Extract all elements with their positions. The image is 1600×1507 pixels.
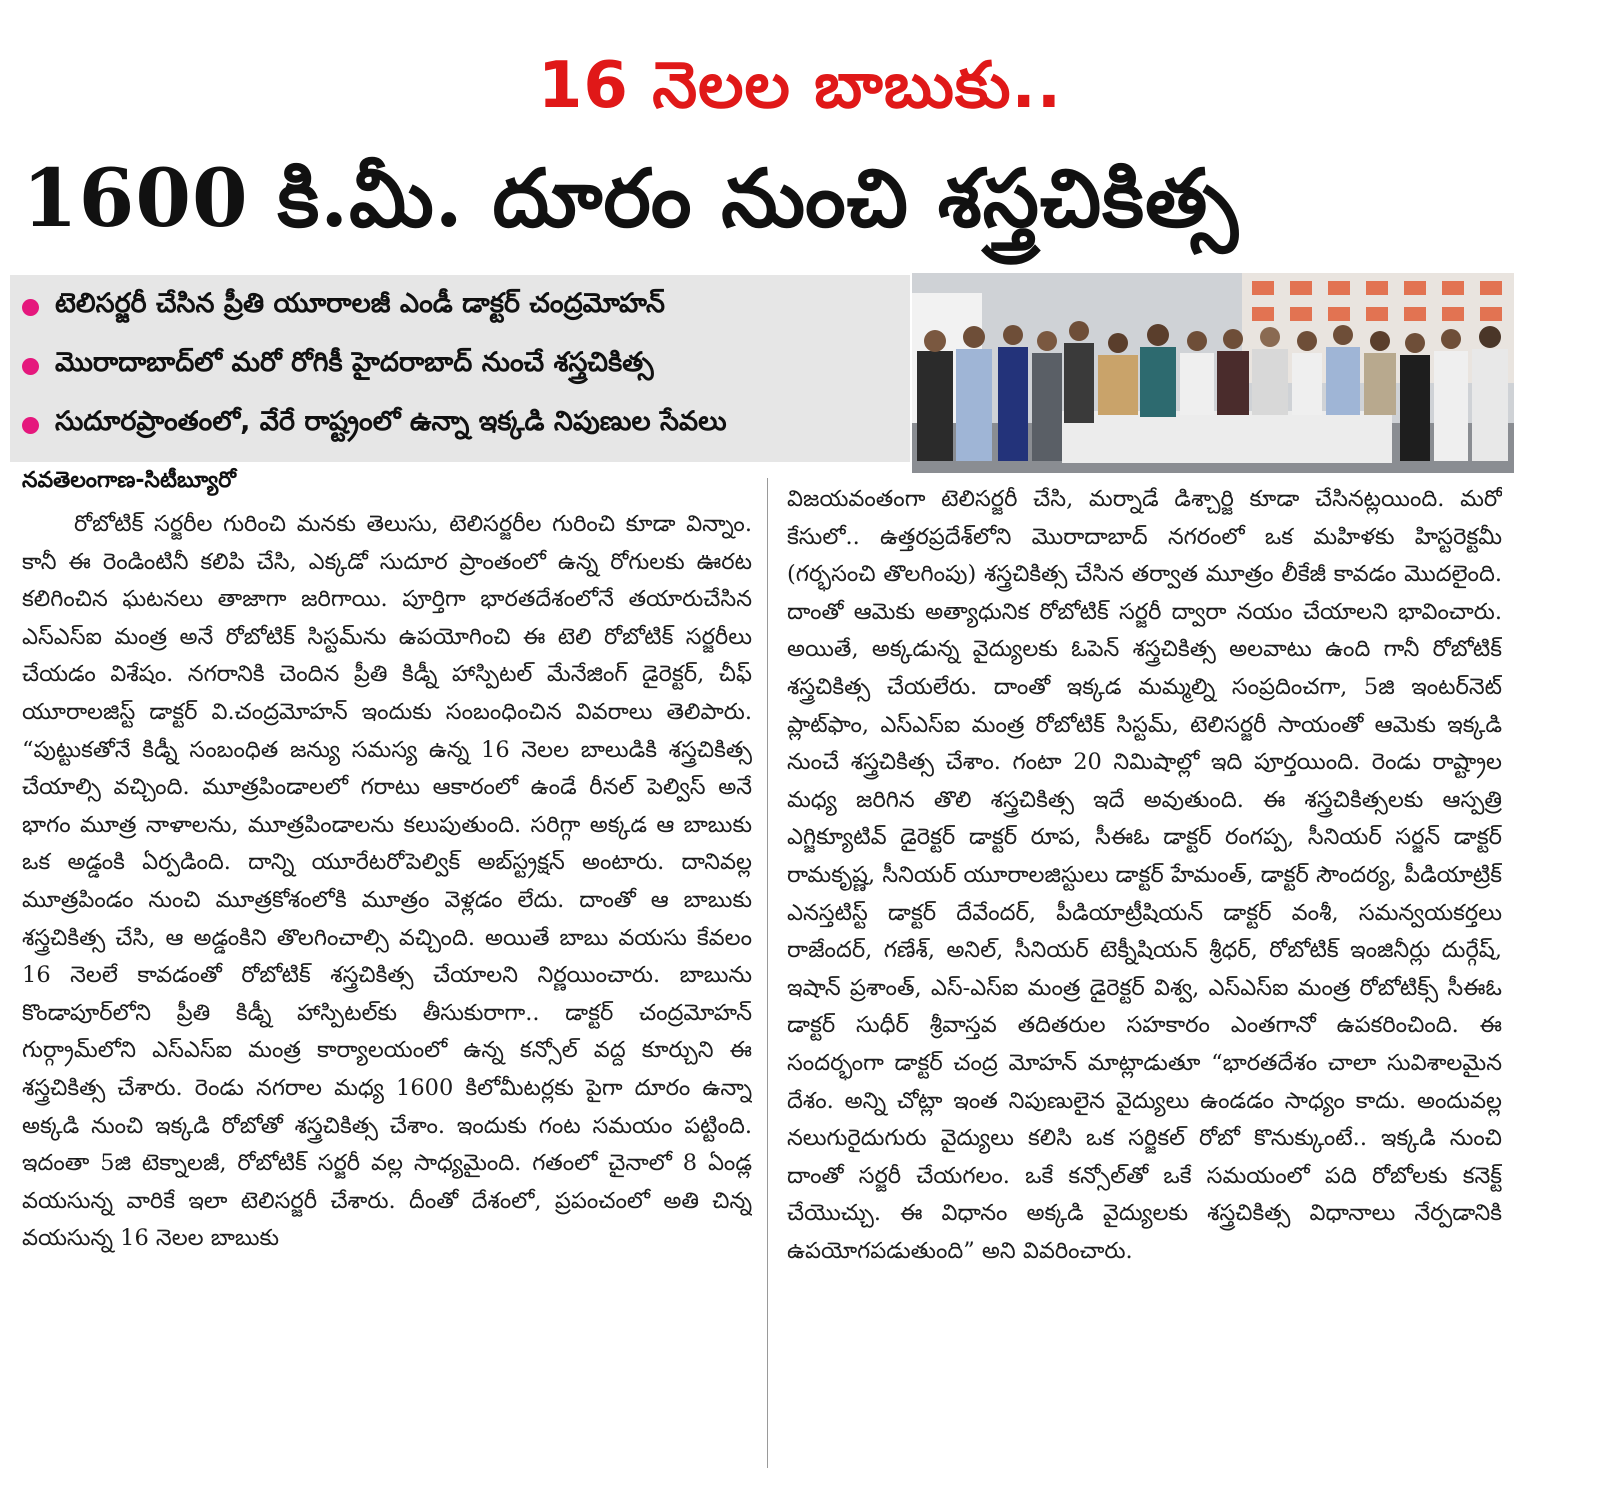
column-divider [767,478,768,1468]
highlight-text: మొరాదాబాద్‌లో మరో రోగికీ హైదరాబాద్ నుంచే శస్త్రచికిత్స [55,347,654,378]
news-photo [912,273,1514,473]
highlight-text: టెలిసర్జరీ చేసిన ప్రీతి యూరాలజీ ఎండీ డాక్టర్ చంద్రమోహన్ [55,288,665,319]
bullet-icon [22,358,39,375]
article-column-2: విజయవంతంగా టెలిసర్జరీ చేసి, మర్నాడే డిశ్చార్జి కూడా చేసినట్లయింది. మరో కేసులో.. ఉత్తరప్రదేశ్‌లోని మొరాదాబాద్ నగరంలో ఒక మహిళకు హిస్టరెక్టమీ (గర్భసంచి తొలగింపు) శస్త్రచికిత్స చేసిన తర్వాత మూత్రం లీకేజీ కావడం మొదలైంది. దాంతో ఆమెకు అత్యాధునిక రోబోటిక్ సర్జరీ ద్వారా నయం చేయాలని భావించారు. అయితే, అక్కడున్న వైద్యులకు ఓపెన్ శస్త్రచికిత్స అలవాటు ఉంది గానీ రోబోటిక్ శస్త్రచికిత్స చేయలేరు. దాంతో ఇక్కడ మమ్మల్ని సంప్రదించగా, 5జి ఇంటర్‌నెట్ ప్లాట్‌ఫాం, ఎస్ఎస్ఐ మంత్ర రోబోటిక్ సిస్టమ్, టెలిసర్జరీ సాయంతో ఆమెకు ఇక్కడి నుంచే శస్త్రచికిత్స చేశాం. గంటా 20 నిమిషాల్లో ఇది పూర్తయింది. రెండు రాష్ట్రాల మధ్య జరిగిన తొలి శస్త్రచికిత్స ఇదే అవుతుంది. ఈ శస్త్రచికిత్సలకు ఆస్పత్రి ఎగ్జిక్యూటివ్ డైరెక్టర్ డాక్టర్ రూప, సీఈఓ డాక్టర్ రంగప్ప, సీనియర్ సర్జన్ డాక్టర్ రామకృష్ణ, సీనియర్ యూరాలజిస్టులు డాక్టర్ హేమంత్, డాక్టర్ సౌందర్య, పీడియాట్రిక్ ఎనస్తటిస్ట్ డాక్టర్ దేవేందర్, పీడియాట్రీషియన్ డాక్టర్ వంశీ, సమన్వయకర్తలు రాజేందర్, గణేశ్, అనిల్, సీనియర్ టెక్నీషియన్ శ్రీధర్, రోబోటిక్ ఇంజినీర్లు దుర్గేష్, ఇషాన్ ప్రశాంత్, ఎస్-ఎస్ఐ మంత్ర డైరెక్టర్ విశ్వ, ఎస్ఎస్ఐ మంత్ర రోబోటిక్స్ సీఈఓ డాక్టర్ సుధీర్ శ్రీవాస్తవ తదితరుల సహకారం ఎంతగానో ఉపకరించింది. ఈ సందర్భంగా డాక్టర్ చంద్ర మోహన్ మాట్లాడుతూ “భారతదేశం చాలా సువిశాలమైన దేశం. అన్ని చోట్లా ఇంత నిపుణులైన వైద్యులు ఉండడం సాధ్యం కాదు. అందువల్ల నలుగురైదుగురు వైద్యులు కలిసి ఒక సర్జికల్ రోబో కొనుక్కుంటే.. ఇక్కడి నుంచి దాంతో సర్జరీ చేయగలం. ఒకే కన్సోల్‌తో ఒకే సమయంలో పది రోబోలకు కనెక్ట్ చేయొచ్చు. ఈ విధానం అక్కడి వైద్యులకు శస్త్రచికిత్స విధానాలు నేర్పడానికి ఉపయోగపడుతుంది” అని వివరించారు. [787,486,1502,1264]
group-photo-illustration [912,273,1514,473]
byline: నవతెలంగాణ-సిటీబ్యూరో [22,468,236,493]
main-headline: 1600 కి.మీ. దూరం నుంచి శస్త్రచికిత్స [22,151,1240,245]
highlights-box [10,275,910,462]
highlight-item [22,279,665,335]
highlight-item [22,338,654,394]
kicker-headline: 16 నెలల బాబుకు.. [537,49,1063,123]
bullet-icon [22,417,39,434]
highlight-text: సుదూరప్రాంతంలో, వేరే రాష్ట్రంలో ఉన్నా ఇక్కడి నిపుణుల సేవలు [55,406,727,437]
bullet-icon [22,299,39,316]
article-column-1: రోబోటిక్ సర్జరీల గురించి మనకు తెలుసు, టెలిసర్జరీల గురించి కూడా విన్నాం. కానీ ఈ రెండింటినీ కలిపి చేసి, ఎక్కడో సుదూర ప్రాంతంలో ఉన్న రోగులకు ఊరట కలిగించిన ఘటనలు తాజాగా జరిగాయి. పూర్తిగా భారతదేశంలోనే తయారుచేసిన ఎస్ఎస్ఐ మంత్ర అనే రోబోటిక్ సిస్టమ్‌ను ఉపయోగించి ఈ టెలి రోబోటిక్ సర్జరీలు చేయడం విశేషం. నగరానికి చెందిన ప్రీతి కిడ్నీ హాస్పిటల్ మేనేజింగ్ డైరెక్టర్, చీఫ్ యూరాలజిస్ట్ డాక్టర్ వి.చంద్రమోహన్ ఇందుకు సంబంధించిన వివరాలు తెలిపారు. “పుట్టుకతోనే కిడ్నీ సంబంధిత జన్యు సమస్య ఉన్న 16 నెలల బాలుడికి శస్త్రచికిత్స చేయాల్సి వచ్చింది. మూత్రపిండాలలో గరాటు ఆకారంలో ఉండే రీనల్ పెల్విస్ అనే భాగం మూత్ర నాళాలను, మూత్రపిండాలను కలుపుతుంది. సరిగ్గా అక్కడ ఆ బాబుకు ఒక అడ్డంకి ఏర్పడింది. దాన్ని యూరేటరోపెల్విక్ అబ్‌స్ట్రక్షన్ అంటారు. దానివల్ల మూత్రపిండం నుంచి మూత్రకోశంలోకి మూత్రం వెళ్లడం లేదు. దాంతో ఆ బాబుకు శస్త్రచికిత్స చేసి, ఆ అడ్డంకిని తొలగించాల్సి వచ్చింది. అయితే బాబు వయసు కేవలం 16 నెలలే కావడంతో రోబోటిక్ శస్త్రచికిత్స చేయాలని నిర్ణయించారు. బాబును కొండాపూర్‌లోని ప్రీతి కిడ్నీ హాస్పిటల్‌కు తీసుకురాగా.. డాక్టర్ చంద్రమోహన్ గుర్గ్రామ్‌లోని ఎస్ఎస్ఐ మంత్ర కార్యాలయంలో ఉన్న కన్సోల్ వద్ద కూర్చుని ఈ శస్త్రచికిత్స చేశారు. రెండు నగరాల మధ్య 1600 కిలోమీటర్లకు పైగా దూరం ఉన్నా అక్కడి నుంచి ఇక్కడి రోబోతో శస్త్రచికిత్స చేశాం. ఇందుకు గంట సమయం పట్టింది. ఇదంతా 5జి టెక్నాలజీ, రోబోటిక్ సర్జరీ వల్ల సాధ్యమైంది. గతంలో చైనాలో 8 ఏండ్ల వయసున్న వారికే ఇలా టెలిసర్జరీ చేశారు. దీంతో దేశంలో, ప్రపంచంలో అతి చిన్న వయసున్న 16 నెలల బాబుకు [22,511,752,1252]
highlight-item [22,397,727,453]
